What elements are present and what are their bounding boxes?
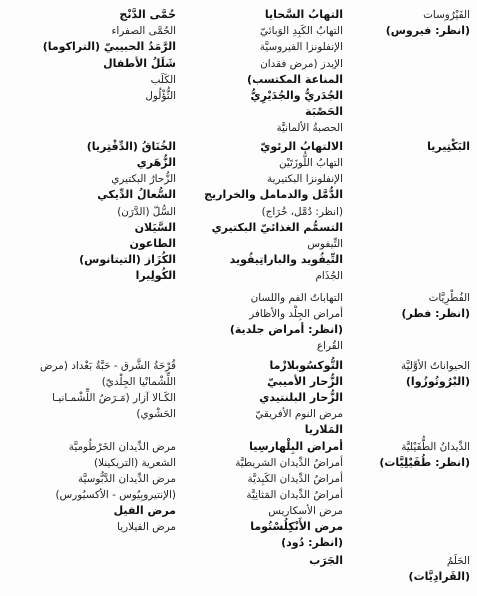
table-cell-col3: الكُزَاز (التيتانوس) [79,253,176,266]
table-cell-col2: الإنفلونزا البكتيرية [267,173,343,185]
table-cell-col3: شَلَلُ الأطفال [103,57,176,70]
table-cell-col2: الجُدَريُّ والجُدَيْرِيُّ [250,89,343,102]
table-cell-col2: الزُّحار البلنتيدي [259,391,343,404]
table-cell-col2: المناعة المكتسب) [247,73,343,86]
table-cell-col1: (القَرادِيَّات) [408,570,470,583]
table-cell-col3: الطاعون [129,237,176,250]
table-cell-col2: التِّيفوس [307,238,343,250]
table-cell-col3: السَّيَلان [134,221,176,234]
table-cell-col2: الجُذَام [315,270,343,282]
table-cell-col2: (انظر: دُمَّل، خُرَاج) [261,206,343,218]
table-cell-col3: الرَّمَدُ الحبيبيّ (التراكوما) [42,40,176,53]
table-cell-col2: أمراضُ الدِّيدان الكَبِديَّة [247,473,343,485]
table-cell-col2: مرض الأسكاريس [268,505,343,517]
table-cell-col3: مرض الدِّيدان الدَّبُّوسيَّة [77,473,176,485]
table-cell-col3: الكَـالا آزار (مَـرَضُ اللِّشْمـانيـا [52,392,176,404]
table-cell-col3: الحَشْوي) [136,408,176,420]
table-cell-col1: (البْرُوتُوزُوا) [405,375,470,388]
table-cell-col1: البَكْتِيريا [427,140,470,153]
table-cell-col2: الدُّمَّل والدمامل والخراريج [204,188,343,201]
table-cell-col2: الحَصْبَة [305,105,343,118]
table-cell-col3: الثُّؤْلُول [145,90,176,102]
table-cell-col2: الجَرَب [309,554,343,567]
table-cell-col2: التهابُ الكَبِدِ الوَبائيّ [260,25,343,37]
table-cell-col3: الشعرية (التريكينلا) [94,457,176,469]
table-cell-col2: الإنفلونزا الفيروسيَّة [259,41,343,53]
table-cell-col2: القُراع [316,340,343,352]
table-cell-col2: أمراضُ الدِّيدان الشريطيَّة [235,457,343,469]
table-cell-col2: الزُّحار الأميبيّ [267,375,343,388]
table-cell-col1: الحيواناتُ الأوَّليَّة [401,360,470,372]
table-cell-col3: الحُمَّى الصفراء [111,25,176,37]
table-cell-col3: الزُّحارُ البكتيري [111,173,176,185]
table-cell-col2: التسمُّم الغذائيّ البكتيري [211,221,343,234]
table-cell-col3: السُّعالُ الدِّيكي [97,188,176,201]
table-cell-col2: الحصبةُ الألمانيَّة [276,122,343,134]
table-cell-col3: اللِّشْمانْيا الجِلْديّ) [101,376,176,388]
table-cell-col2: مرض الأَنْكِلُسْتُوما [250,520,343,533]
table-cell-col2: المَلاريا [304,423,343,436]
table-cell-col2: أمراض الجِلْد والأظافر [249,308,343,320]
table-cell-col2: مرض النوم الأفريقيّ [255,408,343,420]
table-cell-col2: أمراضُ الدِّيدان المَثانِيَّة [246,489,343,501]
table-cell-col1: (انظر: طُفَيْلِيَّات) [379,456,470,469]
table-cell-col1: (انظر: فطر) [401,307,470,320]
table-cell-col3: حُمَّى الدَّنْج [119,8,176,21]
table-cell-col3: الكُولِيرا [135,269,176,282]
table-cell-col2: التهاباتُ الفم واللسان [250,292,343,304]
table-cell-col2: التهابُ اللُّوزَتَيْن [278,157,343,169]
table-cell-col3: مرض الفيل [113,504,176,517]
table-cell-col1: الدِّيدانُ الطُّفَيْليَّة [401,441,470,453]
table-cell-col2: (انظر: دُود) [281,536,343,549]
table-cell-col2: التِّيفُويد والباراتِيفُويد [229,253,343,266]
table-cell-col2: التهابُ السَّحايا [264,8,343,21]
table-cell-col3: قُرْحَةُ الشَّرق - حَبَّةُ بَغْداد (مرض [40,360,176,372]
table-cell-col3: السُّلّ (الدَّرَن) [117,206,176,218]
table-cell-col3: الخُنَاقُ (الدِّفْتِريا) [86,140,176,153]
table-cell-col3: مرض الدِّيدان الخَرْطُوميَّة [68,441,176,453]
table-cell-col2: التُّوكسُوبلازْما [269,359,343,372]
table-cell-col3: مرض الفيلاريا [117,521,176,533]
table-cell-col3: الزُّهَري [136,156,176,169]
table-cell-col1: الفَيْرُوسات [423,9,470,21]
table-cell-col3: (الإنتيروبِيُوس - الأكسيُورس) [55,489,176,501]
table-cell-col2: الإيدز (مرض فقدان [260,58,343,70]
table-cell-col2: (انظر: أمراض جلدية) [229,323,343,336]
table-cell-col1: (انظر: فيروس) [385,24,470,37]
table-cell-col2: أمراض البِلْهارسِيا [249,440,343,453]
table-cell-col2: الالتهابُ الرئويّ [260,140,343,153]
table-cell-col1: الفُطْرِيَّات [428,292,470,304]
table-cell-col3: الكَلَب [150,74,176,86]
table-cell-col1: الحَلَمُ [446,555,470,567]
